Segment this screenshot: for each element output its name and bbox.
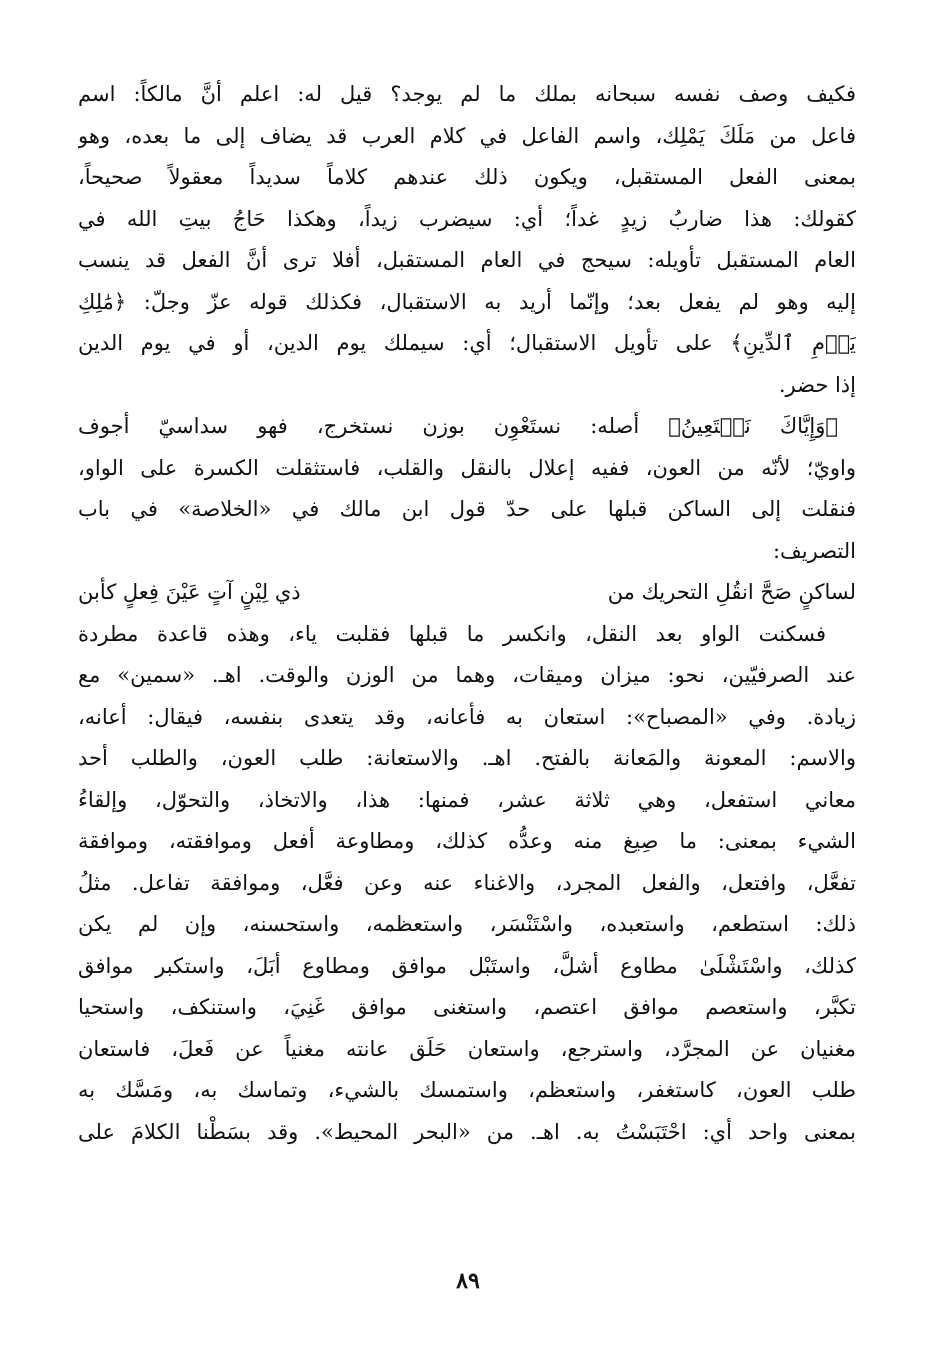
page-body xyxy=(78,74,856,1274)
text-line: بمعنى واحد أي: احْتَبَسْتُ به. اهـ. من «البحر المحيط». وقد بسَطْنا الكلامَ على xyxy=(78,1119,856,1144)
text-line: فسكنت الواو بعد النقل، وانكسر ما قبلها فقلبت ياء، وهذه قاعدة مطردة xyxy=(78,621,826,646)
text-line: مغنيان عن المجرَّد، واسترجع، واستعان حَلَق عانته مغنياً عن فَعلَ، فاستعان xyxy=(78,1036,856,1061)
text-line: كذلك، واسْتَشْلَىٰ مطاوع أشلَّ، واستَبْل موافق ومطاوع أبَلَ، واستكبر موافق xyxy=(78,953,856,978)
text-line: ﴿وَإِيَّاكَ نَسۡتَعِينُ﴾ أصله: نستَعْوِن بوزن نستخرج، فهو سداسيّ أجوف xyxy=(78,414,838,438)
text-line: تكبَّر، واستعصم موافق اعتصم، واستغنى موافق غَنِيَ، واستنكف، واستحيا xyxy=(78,995,856,1019)
text-line: فاعل من مَلَكَ يَمْلِك، واسم الفاعل في كلام العرب قد يضاف إلى ما بعده، وهو xyxy=(78,123,856,148)
text-line: ذلك: استطعم، واستعبده، واسْتَنْسَر، واستعظمه، واستحسنه، وإن لم يكن xyxy=(78,912,856,936)
text-line: زيادة. وفي «المصباح»: استعان به فأعانه، وقد يتعدى بنفسه، فيقال: أعانه، xyxy=(78,704,856,729)
text-line: تفعَّل، وافتعل، والفعل المجرد، والاغناء عنه وعن فعَّل، وموافقة تفاعل. مثلُ xyxy=(78,870,856,895)
text-line: يَوۡمِ ٱلدِّينِ﴾ على تأويل الاستقبال؛ أي: سيملك يوم الدين، أو في يوم الدين xyxy=(78,331,856,355)
text-line: العام المستقبل تأويله: سيحج في العام المستقبل، أفلا ترى أنَّ الفعل قد ينسب xyxy=(78,248,856,272)
text-line: طلب العون، كاستغفر، واستعظم، واستمسك بالشيء، وتماسك به، ومَسَّك به xyxy=(78,1078,856,1102)
text-line: بمعنى الفعل المستقبل، ويكون ذلك عندهم كلاماً سديداً معقولاً صحيحاً، xyxy=(78,165,856,189)
verse-second-hemistich: ذي لِيْنٍ آتٍ عَيْنَ فِعلٍ كأبن xyxy=(78,580,301,604)
text-line: إذا حضر. xyxy=(778,372,856,397)
page-number: ٨٩ xyxy=(456,1268,480,1294)
text-line: واويّ؛ لأنّه من العون، ففيه إعلال بالنقل والقلب، فاستثقلت الكسرة على الواو، xyxy=(78,455,856,480)
verse-first-hemistich: لساكنٍ صَحَّ انقُلِ التحريك من xyxy=(607,580,856,604)
text-line: معاني استفعل، وهي ثلاثة عشر، فمنها: هذا، والاتخاذ، والتحوّل، وإلقاءُ xyxy=(78,787,856,812)
text-line: إليه وهو لم يفعل بعد؛ وإنّما أريد به الاستقبال، فكذلك قوله عزّ وجلّ: ﴿مَٰلِكِ xyxy=(78,289,856,314)
text-line: التصريف: xyxy=(772,538,856,563)
text-line: الشيء بمعنى: ما صِيغ منه وعدُّه كذلك، ومطاوعة أفعل وموافقته، وموافقة xyxy=(78,829,856,853)
text-line: فنقلت إلى الساكن قبلها على حدّ قول ابن مالك في «الخلاصة» في باب xyxy=(78,497,856,521)
text-line: عند الصرفيّين، نحو: ميزان وميقات، وهما من الوزن والوقت. اهـ. «سمين» مع xyxy=(78,663,856,687)
text-line: كقولك: هذا ضاربُ زيدٍ غداً؛ أي: سيضرب زيداً، وهكذا حَاجُ بيتِ الله في xyxy=(78,206,856,231)
text-line: فكيف وصف نفسه سبحانه بملك ما لم يوجد؟ قيل له: اعلم أنَّ مالكاً: اسم xyxy=(78,82,856,106)
text-line: والاسم: المعونة والمَعانة بالفتح. اهـ. والاستعانة: طلب العون، والطلب أحد xyxy=(78,746,856,770)
poetry-verse xyxy=(78,572,856,614)
